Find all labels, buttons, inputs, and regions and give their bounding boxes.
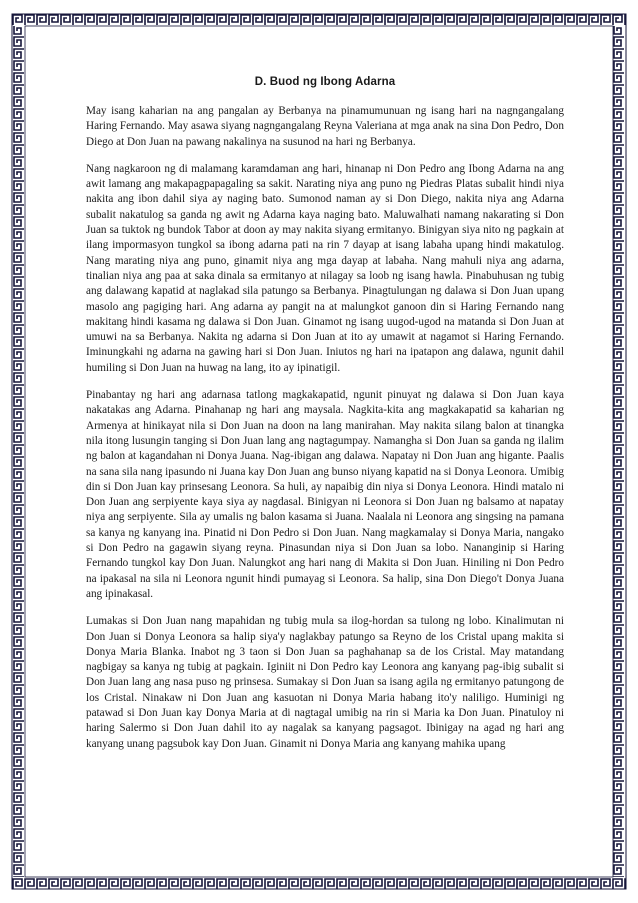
paragraph-reyno-de-los-cristal: Lumakas si Don Juan nang mapahidan ng tubig mula sa ilog-hordan sa tulong ng lobo. Kinalimutan ni Don Juan si Donya Leonora sa halip siya'y naglakbay patungo sa Reyno de los Cristal upang makita si Donya Maria Blanka. Inabot ng 3 taon si Don Juan sa paghahanap sa de los Cristal. May matandang nagbigay sa kanya ng tubig at pagkain. Iginiit ni Don Pedro kay Leonora ang kanyang pag-ibig subalit si Don Juan lang ang nasa puso ng prinsesa. Sumakay si Don Juan sa isang agila ng ermitanyo patungong de los Cristal. Ninakaw ni Don Juan ang kasuotan ni Donya Maria habang ito'y naliligo. Huminigi ng patawad si Don Juan kay Donya Maria at di nagtagal umibig na rin si Maria ka Don Juan. Pinatuloy ni haring Salermo si Don Juan dahil ito ay nagalak sa kanyang pagsagot. Ibinigay na agad ng hari ang kanyang unang pagsubok kay Don Juan. Ginamit ni Donya Maria ang kanyang mahika upang: [86, 615, 564, 750]
paragraph-intro: May isang kaharian na ang pangalan ay Berbanya na pinamumunuan ng isang hari na nagngangalang Haring Fernando. May asawa siyang nagngangalang Reyna Valeriana at mga anak na sina Don Pedro, Don Diego at Don Juan na pawang nakalinya na susunod na hari ng Berbanya.: [86, 105, 564, 148]
page-title: D. Buod ng Ibong Adarna: [254, 76, 396, 88]
paragraph-search-adarna: Nang nagkaroon ng di malamang karamdaman ang hari, hinanap ni Don Pedro ang Ibong Adarna na ang awit lamang ang makapagpapagaling sa sakit. Narating niya ang puno ng Piedras Platas subalit hindi niya nakita ang ibon dahil siya ay naging bato. Sumonod naman ay si Don Diego, nakita niya ang Adarna subalit nakatulog sa ganda ng awit ng Adarna kaya naging bato. Maluwalhati namang nakarating si Don Juan sa tuktok ng bundok Tabor at doon ay may nakita siyang ermitanyo. Binigyan siya nito ng pagkain at ilang impormasyon tungkol sa ibong adarna pati na rin 7 dayap at isang labaha upang hindi makatulog. Nang marating niya ang puno, ginamit niya ang mga dayap at labaha. Nang mahuli niya ang adarna, tinalian niya ang paa at saka dinala sa ermitanyo at nilagay sa loob ng isang hawla. Pinabuhusan ng tubig ang dalawang kapatid at naglakad sila patungo sa Berbanya. Pinagtulungan ng dalawa si Don Juan upang masolo ang pagiging hari. Ang adarna ay pangit na at malungkot ganoon din si Haring Fernando nang makitang hindi kasama ng dalawa si Don Juan. Ginamot ng isang uugod-ugod na matanda si Don Juan at umuwi na sa Berbanya. Nakita ng adarna si Don Juan at ito ay umawit at nagamot si Haring Fernando. Iminungkahi ng adarna na gawing hari si Don Juan. Iniutos ng hari na ipatapon ang dalawa, ngunit dahil humiling si Don Juan na huwag na lang, ito ay ipinatigil.: [86, 162, 564, 374]
document-body: [86, 76, 564, 764]
paragraph-armenya: Pinabantay ng hari ang adarnasa tatlong magkakapatid, ngunit pinuyat ng dalawa si Don Juan kaya nakatakas ang Adarna. Pinahanap ng hari ang maysala. Nagkita-kita ang magkakapatid sa kaharian ng Armenya at hinikayat nila si Don Juan na doon na lang manirahan. May nakita silang balon at tinangka nila itong lusungin tanging si Don Juan lang ang nagtagumpay. Namangha si Don Juan sa ganda ng ilalim ng balon at kagandahan ni Donya Juana. Nag-ibigan ang dalawa. Napatay ni Don Juan ang higante. Paalis na sana sila nang ipasundo ni Juana kay Don Juan ang bunso niyang kapatid na si Donya Leonora. Umibig din si Don Juan kay prinsesang Leonora. Sa huli, ay napaibig din niya si Donya Leonora. Hindi matalo ni Don Juan ang serpiyente kaya siya ay nagdasal. Binigyan ni Leonora si Don Juan ng balsamo at napatay niya ang serpiyente. Sila ay umalis ng balon kasama si Juana. Naalala ni Leonora ang singsing na pamana sa kanya ng kanyang ina. Pinatid ni Don Pedro si Don Juan. Nang magkamalay si Donya Maria, nangako si Don Pedro na gagawin siyang reyna. Pinasundan niya si Don Juan sa lobo. Nananginip si Haring Fernando tungkol kay Don Juan. Nalungkot ang hari nang di Makita si Don Juan. Hiniling ni Don Pedro na ipakasal na sila ni Leonora ngunit hindi pumayag si Leonora. Sa halip, sina Don Diego't Donya Juana ang ipinakasal.: [86, 389, 564, 600]
